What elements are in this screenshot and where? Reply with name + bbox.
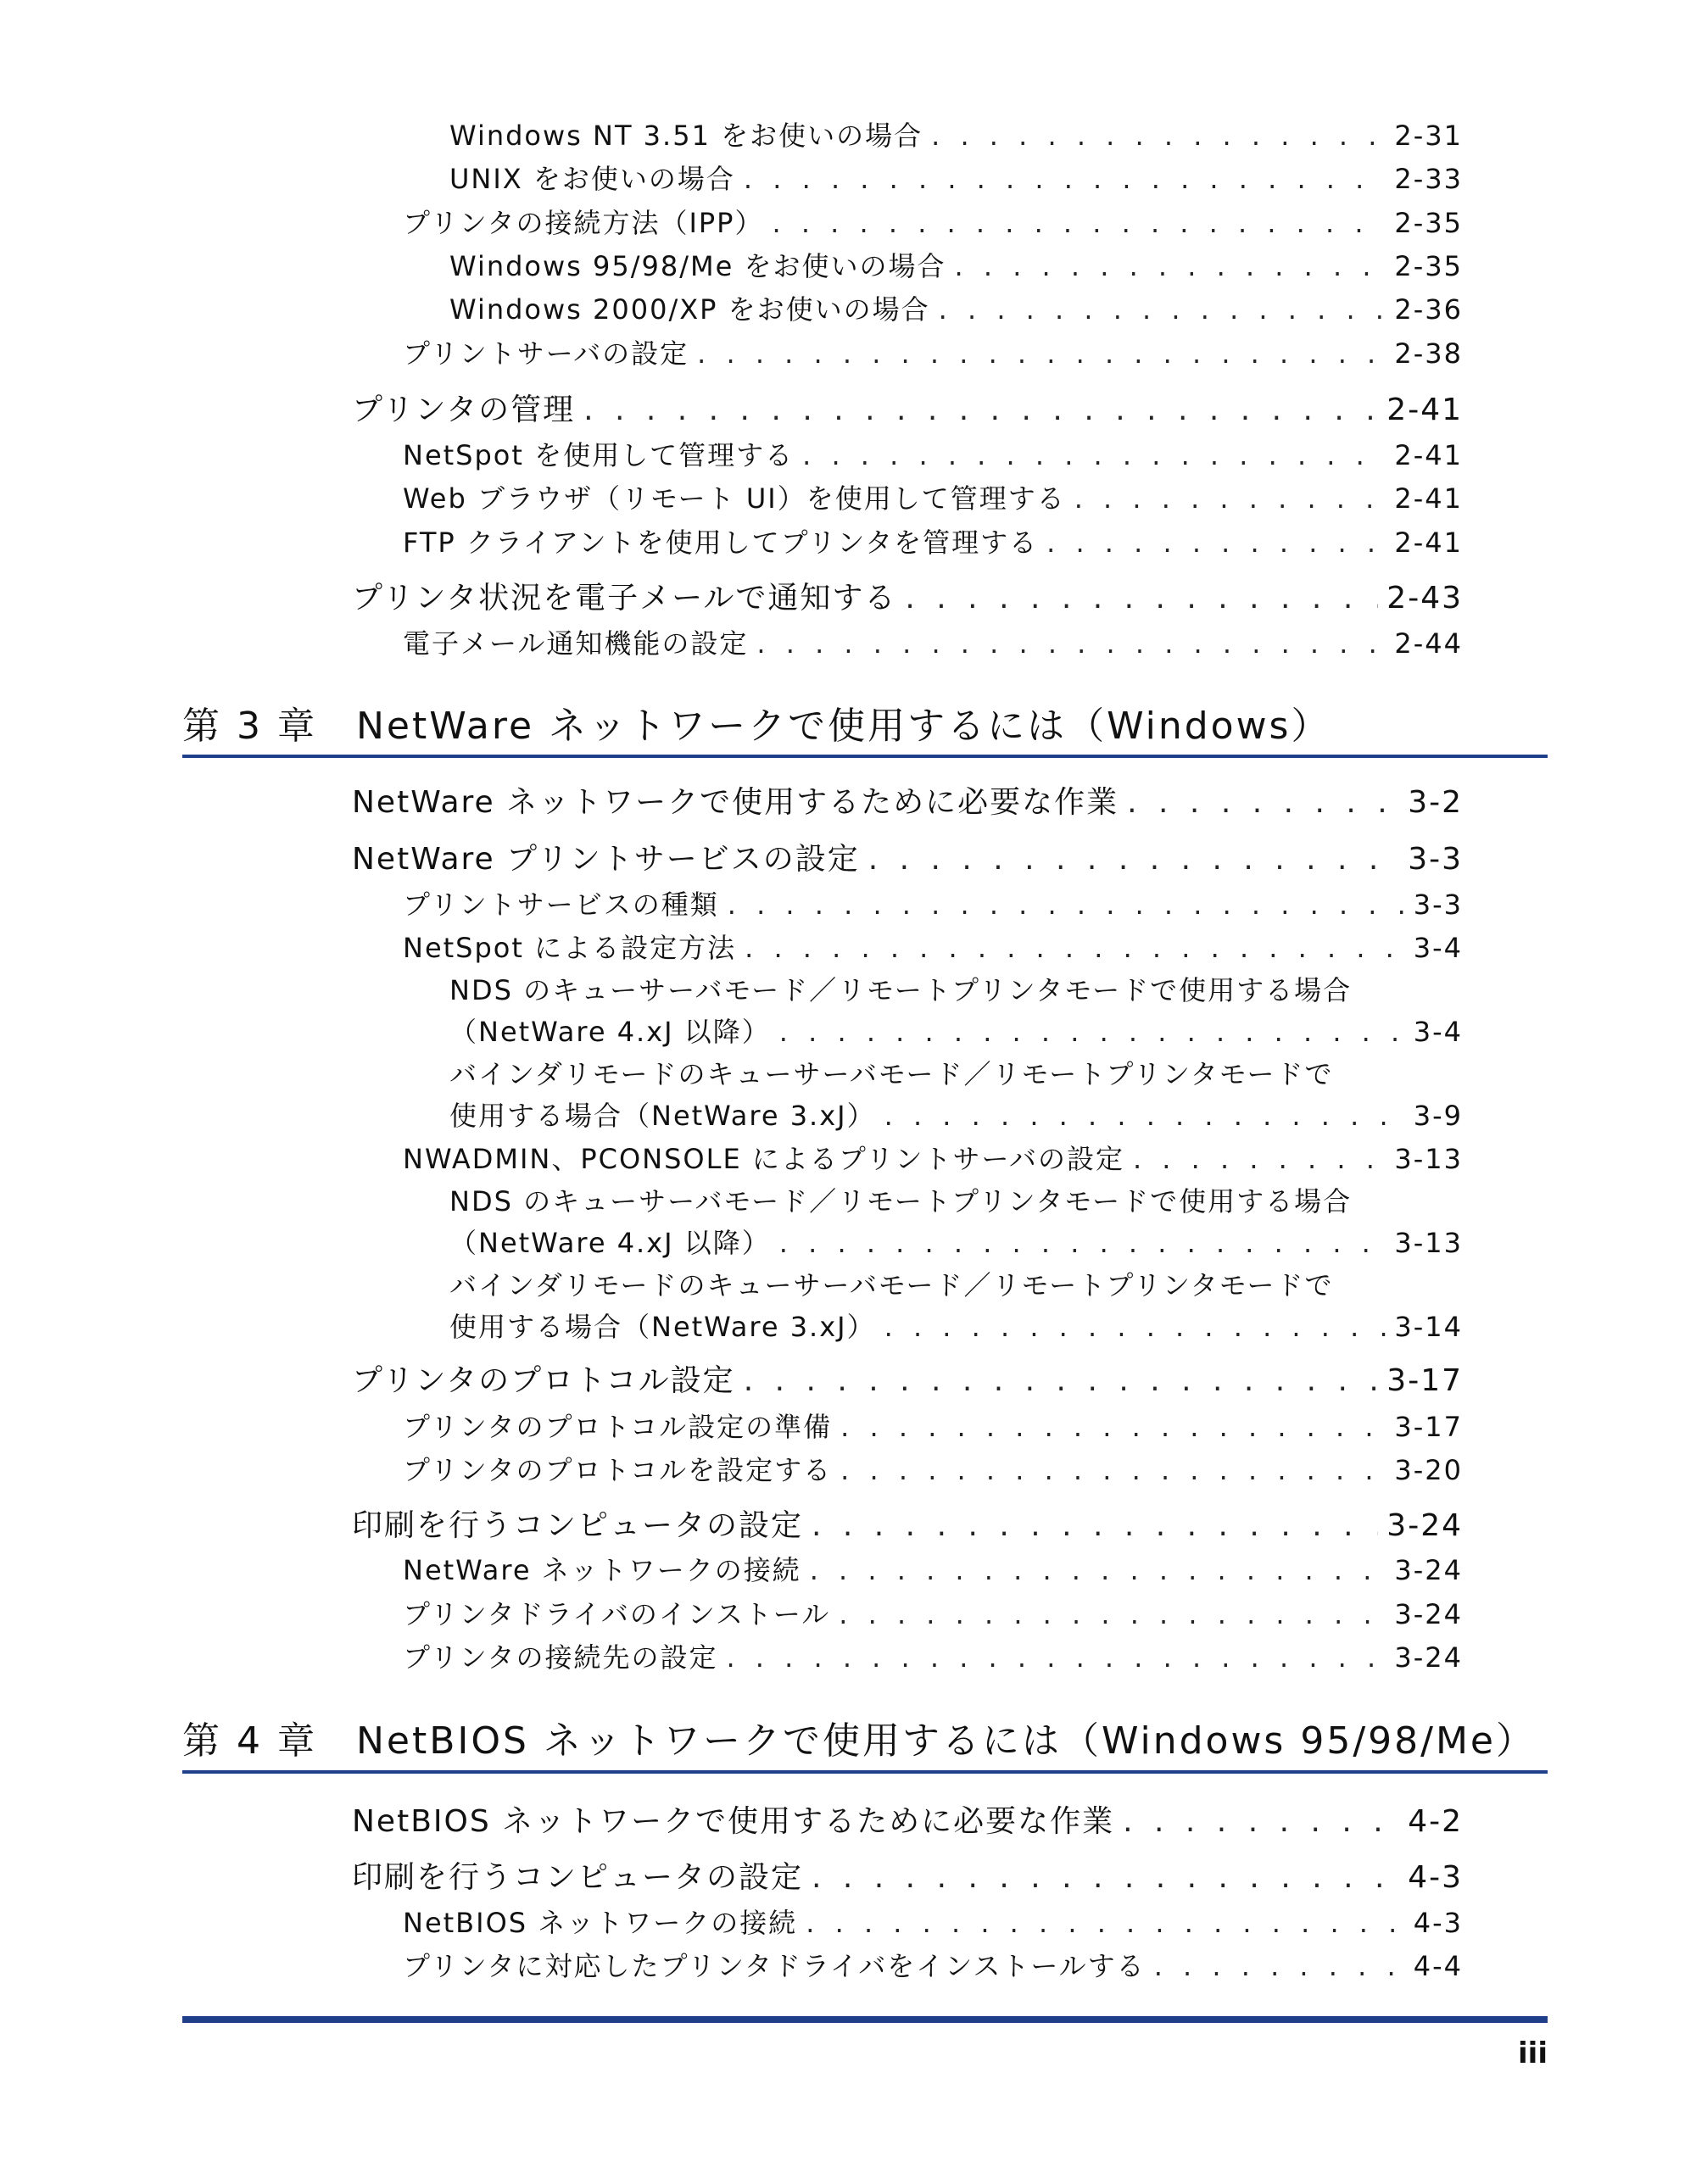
toc-entry-title-line1: NDS のキューサーバモード／リモートプリンタモードで使用する場合 (449, 974, 1353, 1006)
leader-dots (806, 1907, 1404, 1939)
leader-dots (802, 439, 1386, 471)
toc-entry-title: FTP クライアントを使用してプリンタを管理する (403, 526, 1039, 559)
toc-entry-title: Windows 95/98/Me をお使いの場合 (449, 250, 946, 282)
leader-dots (1074, 482, 1386, 515)
toc-entry-title: プリントサービスの種類 (403, 889, 719, 921)
toc-section-page: 3-24 (1386, 1508, 1463, 1543)
toc-entry[interactable] (449, 114, 1463, 153)
leader-dots (779, 1227, 1386, 1259)
leader-dots (726, 1641, 1386, 1674)
leader-dots (931, 120, 1386, 152)
toc-entry[interactable] (449, 1095, 1463, 1134)
toc-entry-page: 3-9 (1413, 1100, 1463, 1132)
leader-dots (697, 337, 1386, 370)
toc-section-page: 2-41 (1386, 393, 1463, 427)
toc-entry-title: 電子メール通知機能の設定 (403, 627, 749, 660)
toc-entry-page: 3-3 (1413, 889, 1463, 921)
leader-dots (812, 1860, 1399, 1895)
toc-entry-title: プリンタのプロトコル設定の準備 (403, 1411, 833, 1443)
toc-entry-title: Windows NT 3.51 をお使いの場合 (449, 120, 923, 152)
leader-dots (772, 207, 1386, 239)
toc-entry[interactable] (403, 1138, 1463, 1177)
leader-dots (939, 293, 1386, 326)
toc-entry[interactable] (403, 1449, 1463, 1488)
footer-rule (182, 2016, 1548, 2023)
toc-section-title: NetWare プリントサービスの設定 (352, 842, 860, 877)
leader-dots (839, 1598, 1386, 1630)
leader-dots (955, 250, 1386, 282)
toc-entry-page: 2-38 (1394, 337, 1463, 370)
toc-entry-page: 2-33 (1394, 163, 1463, 195)
toc-entry-page: 4-4 (1413, 1950, 1463, 1982)
toc-entry[interactable] (403, 1593, 1463, 1632)
toc-entry-page: 4-3 (1413, 1907, 1463, 1939)
toc-entry-page: 3-17 (1394, 1411, 1463, 1443)
toc-entry-title-line1: バインダリモードのキューサーバモード／リモートプリンタモードで (449, 1058, 1334, 1090)
leader-dots (840, 1411, 1386, 1443)
toc-section[interactable] (352, 386, 1463, 429)
leader-dots (812, 1508, 1378, 1543)
leader-dots (810, 1554, 1386, 1586)
toc-entry-title: UNIX をお使いの場合 (449, 163, 735, 195)
toc-entry-page: 3-24 (1394, 1554, 1463, 1586)
toc-entry[interactable] (403, 332, 1463, 371)
toc-entry-page: 3-13 (1394, 1227, 1463, 1259)
toc-entry[interactable] (449, 158, 1463, 197)
toc-entry[interactable] (403, 1549, 1463, 1588)
toc-entry[interactable] (449, 1011, 1463, 1050)
toc-entry[interactable] (403, 1945, 1463, 1984)
toc-section-page: 3-17 (1386, 1363, 1463, 1398)
toc-entry-page: 3-4 (1413, 932, 1463, 964)
toc-entry-title: （NetWare 4.xJ 以降） (449, 1227, 771, 1259)
toc-entry[interactable] (403, 622, 1463, 661)
chapter-rule (182, 755, 1548, 758)
toc-entry-title: NetSpot を使用して管理する (403, 439, 795, 471)
toc-section[interactable] (352, 1502, 1463, 1545)
toc-section-page: 4-2 (1408, 1804, 1463, 1839)
toc-entry[interactable] (403, 1406, 1463, 1445)
toc-section-title: NetBIOS ネットワークで使用するために必要な作業 (352, 1804, 1115, 1839)
toc-entry-title: NetSpot による設定方法 (403, 932, 737, 964)
toc-entry-title: プリンタのプロトコルを設定する (403, 1454, 833, 1486)
leader-dots (1123, 1804, 1399, 1839)
leader-dots (1046, 526, 1386, 559)
toc-entry-page: 2-35 (1394, 207, 1463, 239)
toc-section-page: 4-3 (1408, 1860, 1463, 1895)
toc-entry-page: 2-36 (1394, 293, 1463, 326)
toc-entry-title: プリンタドライバのインストール (403, 1598, 831, 1630)
toc-entry[interactable] (449, 1306, 1463, 1345)
toc-entry[interactable] (449, 245, 1463, 284)
toc-entry-title: 使用する場合（NetWare 3.xJ） (449, 1311, 876, 1343)
toc-entry-title: Web ブラウザ（リモート UI）を使用して管理する (403, 482, 1066, 515)
toc-section[interactable] (352, 835, 1463, 878)
toc-section-page: 3-2 (1408, 785, 1463, 820)
toc-section[interactable] (352, 574, 1463, 617)
toc-entry[interactable] (449, 288, 1463, 327)
toc-entry-page: 2-44 (1394, 627, 1463, 660)
toc-entry-page: 2-31 (1394, 120, 1463, 152)
toc-section-page: 3-3 (1408, 842, 1463, 877)
toc-section[interactable] (352, 1357, 1463, 1400)
toc-entry-title: Windows 2000/XP をお使いの場合 (449, 293, 930, 326)
leader-dots (1154, 1950, 1405, 1982)
toc-entry-page: 2-41 (1394, 439, 1463, 471)
toc-entry[interactable] (403, 521, 1463, 560)
toc-entry-title: プリントサーバの設定 (403, 337, 689, 370)
toc-entry-title: NetWare ネットワークの接続 (403, 1554, 801, 1586)
toc-section-title: NetWare ネットワークで使用するために必要な作業 (352, 785, 1119, 820)
toc-entry-title: プリンタの接続先の設定 (403, 1641, 718, 1674)
toc-entry-page: 3-24 (1394, 1641, 1463, 1674)
toc-entry[interactable] (403, 1902, 1463, 1941)
toc-section-title: プリンタの管理 (352, 393, 576, 427)
toc-entry-page: 2-35 (1394, 250, 1463, 282)
toc-entry[interactable] (403, 477, 1463, 516)
leader-dots (884, 1100, 1405, 1132)
chapter-title[interactable]: NetWare ネットワークで使用するには（Windows） (356, 705, 1331, 748)
toc-section-page: 2-43 (1386, 581, 1463, 616)
leader-dots (779, 1016, 1405, 1048)
chapter-number: 第 4 章 (182, 1719, 317, 1763)
leader-dots (756, 627, 1386, 660)
toc-section-title: 印刷を行うコンピュータの設定 (352, 1508, 804, 1543)
toc-entry-page: 3-14 (1394, 1311, 1463, 1343)
toc-section-title: 印刷を行うコンピュータの設定 (352, 1860, 804, 1895)
toc-entry-page: 2-41 (1394, 526, 1463, 559)
toc-entry-page: 2-41 (1394, 482, 1463, 515)
toc-entry-title: NetBIOS ネットワークの接続 (403, 1907, 798, 1939)
toc-section[interactable] (352, 1853, 1463, 1897)
leader-dots (745, 932, 1405, 964)
leader-dots (728, 889, 1405, 921)
toc-entry-page: 3-24 (1394, 1598, 1463, 1630)
toc-section[interactable] (352, 778, 1463, 822)
toc-entry-title-line1: バインダリモードのキューサーバモード／リモートプリンタモードで (449, 1269, 1334, 1301)
leader-dots (905, 581, 1378, 616)
toc-entry[interactable] (403, 202, 1463, 241)
leader-dots (744, 1363, 1379, 1398)
toc-entry[interactable] (403, 1636, 1463, 1675)
toc-section[interactable] (352, 1797, 1463, 1841)
toc-entry[interactable] (403, 883, 1463, 922)
toc-entry-title: 使用する場合（NetWare 3.xJ） (449, 1100, 876, 1132)
toc-entry-title-line1: NDS のキューサーバモード／リモートプリンタモードで使用する場合 (449, 1185, 1353, 1217)
toc-entry-page: 3-13 (1394, 1143, 1463, 1175)
toc-entry-page: 3-20 (1394, 1454, 1463, 1486)
leader-dots (583, 393, 1378, 427)
page-number: iii (1518, 2036, 1548, 2070)
chapter-title[interactable]: NetBIOS ネットワークで使用するには（Windows 95/98/Me） (356, 1719, 1537, 1763)
leader-dots (1127, 785, 1399, 820)
leader-dots (868, 842, 1399, 877)
toc-entry[interactable] (403, 927, 1463, 966)
toc-entry-title: プリンタの接続方法（IPP） (403, 207, 764, 239)
leader-dots (744, 163, 1386, 195)
toc-section-title: プリンタのプロトコル設定 (352, 1363, 735, 1398)
leader-dots (884, 1311, 1386, 1343)
toc-entry-page: 3-4 (1413, 1016, 1463, 1048)
toc-entry[interactable] (403, 434, 1463, 473)
toc-entry-title: （NetWare 4.xJ 以降） (449, 1016, 771, 1048)
toc-section-title: プリンタ状況を電子メールで通知する (352, 581, 897, 616)
chapter-rule (182, 1770, 1548, 1774)
toc-entry[interactable] (449, 1222, 1463, 1261)
toc-entry-title: NWADMIN、PCONSOLE によるプリントサーバの設定 (403, 1143, 1124, 1175)
chapter-number: 第 3 章 (182, 705, 317, 748)
leader-dots (1133, 1143, 1386, 1175)
toc-entry-title: プリンタに対応したプリンタドライバをインストールする (403, 1950, 1146, 1982)
leader-dots (840, 1454, 1386, 1486)
